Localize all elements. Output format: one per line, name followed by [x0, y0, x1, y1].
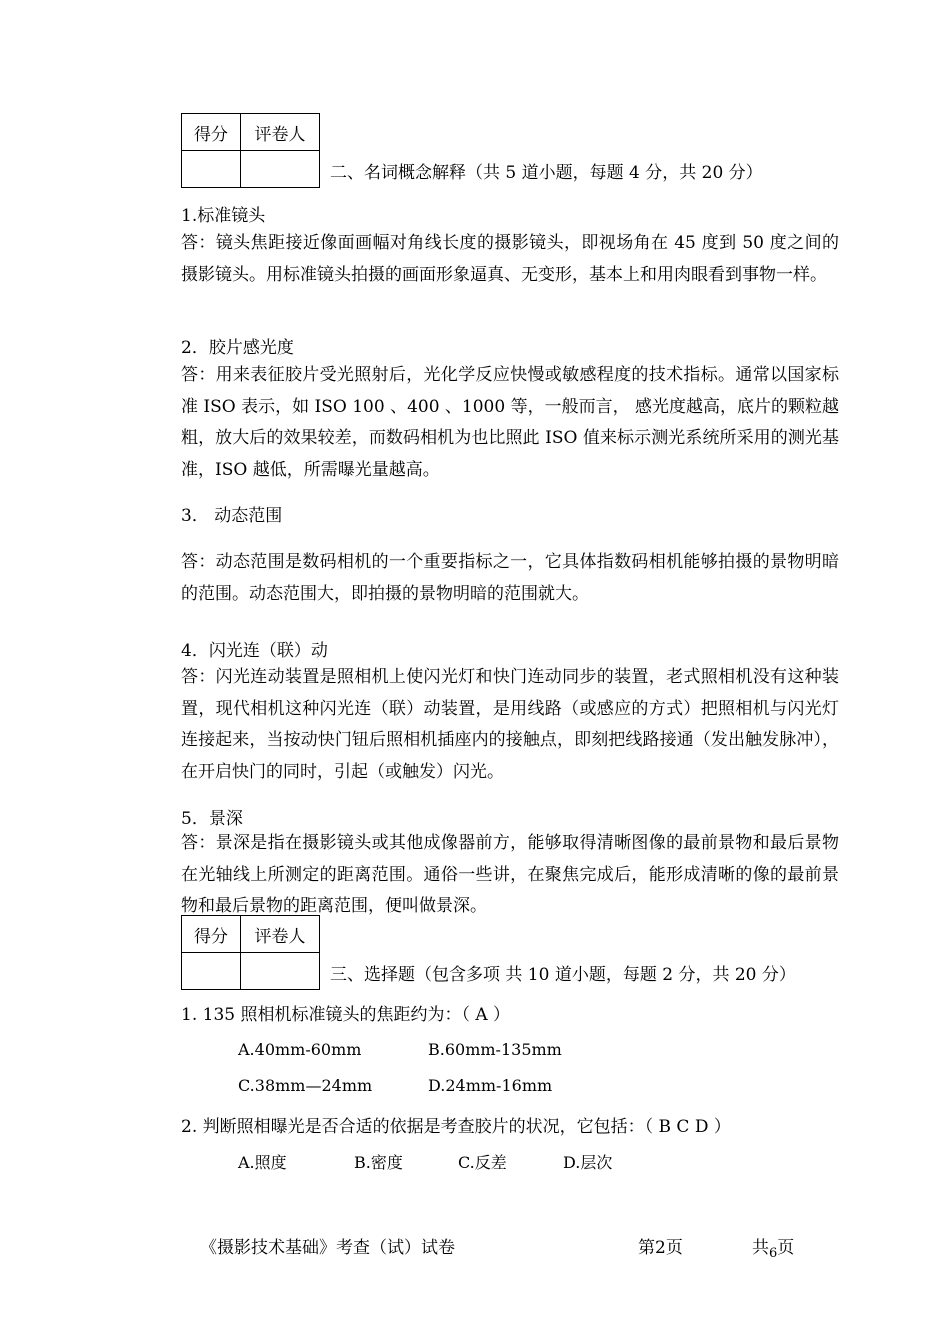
question-stem: 2. 判断照相曝光是否合适的依据是考查胶片的状况，它包括：（ B C D ）: [181, 1117, 731, 1137]
grader-cell: [241, 953, 320, 990]
footer-total-suffix: 页: [777, 1238, 795, 1258]
section-title: 三、选择题（包含多项 共 10 道小题，每题 2 分，共 20 分）: [330, 965, 796, 985]
option: D.24mm-16mm: [428, 1076, 553, 1095]
footer-exam-title: 《摄影技术基础》考查（试）试卷: [200, 1238, 455, 1258]
footer-page-number: 第2页: [638, 1238, 683, 1258]
score-table: [181, 915, 320, 990]
question-stem: 1. 135 照相机标准镜头的焦距约为：（ A ）: [181, 1005, 511, 1025]
term-title: 3． 动态范围: [181, 506, 283, 526]
term-answer: 答：镜头焦距接近像面画幅对角线长度的摄影镜头，即视场角在 45 度到 50 度之间的摄影镜头。用标准镜头拍摄的画面形象逼真、无变形，基本上和用肉眼看到事物一样。: [181, 233, 839, 285]
term-answer: 答：闪光连动装置是照相机上使闪光灯和快门连动同步的装置，老式照相机没有这种装置，现代相机这种闪光连（联）动装置，是用线路（或感应的方式）把照相机与闪光灯连接起来，当按动快门钮后照相机插座内的接触点，即刻把线路接通（发出触发脉冲），在开启快门的同时，引起（或触发）闪光。: [181, 667, 839, 782]
footer-total-prefix: 共: [752, 1238, 769, 1258]
option: D.层次: [563, 1153, 613, 1172]
score-table: [181, 113, 320, 188]
footer-total-number: 6: [769, 1246, 778, 1261]
score-cell: [182, 953, 241, 990]
term-answer: 答：景深是指在摄影镜头或其他成像器前方，能够取得清晰图像的最前景物和最后景物在光轴线上所测定的距离范围。通俗一些讲，在聚焦完成后，能形成清晰的像的最前景物和最后景物的距离范围，便叫做景深。: [181, 833, 839, 916]
term-title: 5．景深: [181, 809, 243, 829]
term-title: 1.标准镜头: [181, 206, 266, 226]
option: A.照度: [238, 1153, 287, 1172]
option: C.38mm—24mm: [238, 1076, 373, 1095]
footer-total-pages: [752, 1233, 795, 1261]
grader-header: 评卷人: [241, 916, 320, 953]
term-title: 2．胶片感光度: [181, 338, 294, 358]
term-answer: 答：动态范围是数码相机的一个重要指标之一，它具体指数码相机能够拍摄的景物明暗的范围。动态范围大，即拍摄的景物明暗的范围就大。: [181, 552, 839, 604]
section-title: 二、名词概念解释（共 5 道小题，每题 4 分，共 20 分）: [330, 163, 763, 183]
option: C.反差: [458, 1153, 507, 1172]
grader-cell: [241, 151, 320, 188]
option: A.40mm-60mm: [238, 1040, 362, 1059]
score-header: 得分: [182, 916, 241, 953]
term-title: 4．闪光连（联）动: [181, 641, 328, 661]
term-answer: 答：用来表征胶片受光照射后，光化学反应快慢或敏感程度的技术指标。通常以国家标准 ISO 表示，如 ISO 100 、400 、1000 等，一般而言， 感光度越高，底片的颗粒越粗，放大后的效果较差，而数码相机为也比照此 ISO 值来标示测光系统所采用的测光基准，ISO 越低，所需曝光量越高。: [181, 365, 839, 480]
option: B.密度: [354, 1153, 403, 1172]
score-header: 得分: [182, 114, 241, 151]
score-cell: [182, 151, 241, 188]
option: B.60mm-135mm: [428, 1040, 562, 1059]
grader-header: 评卷人: [241, 114, 320, 151]
